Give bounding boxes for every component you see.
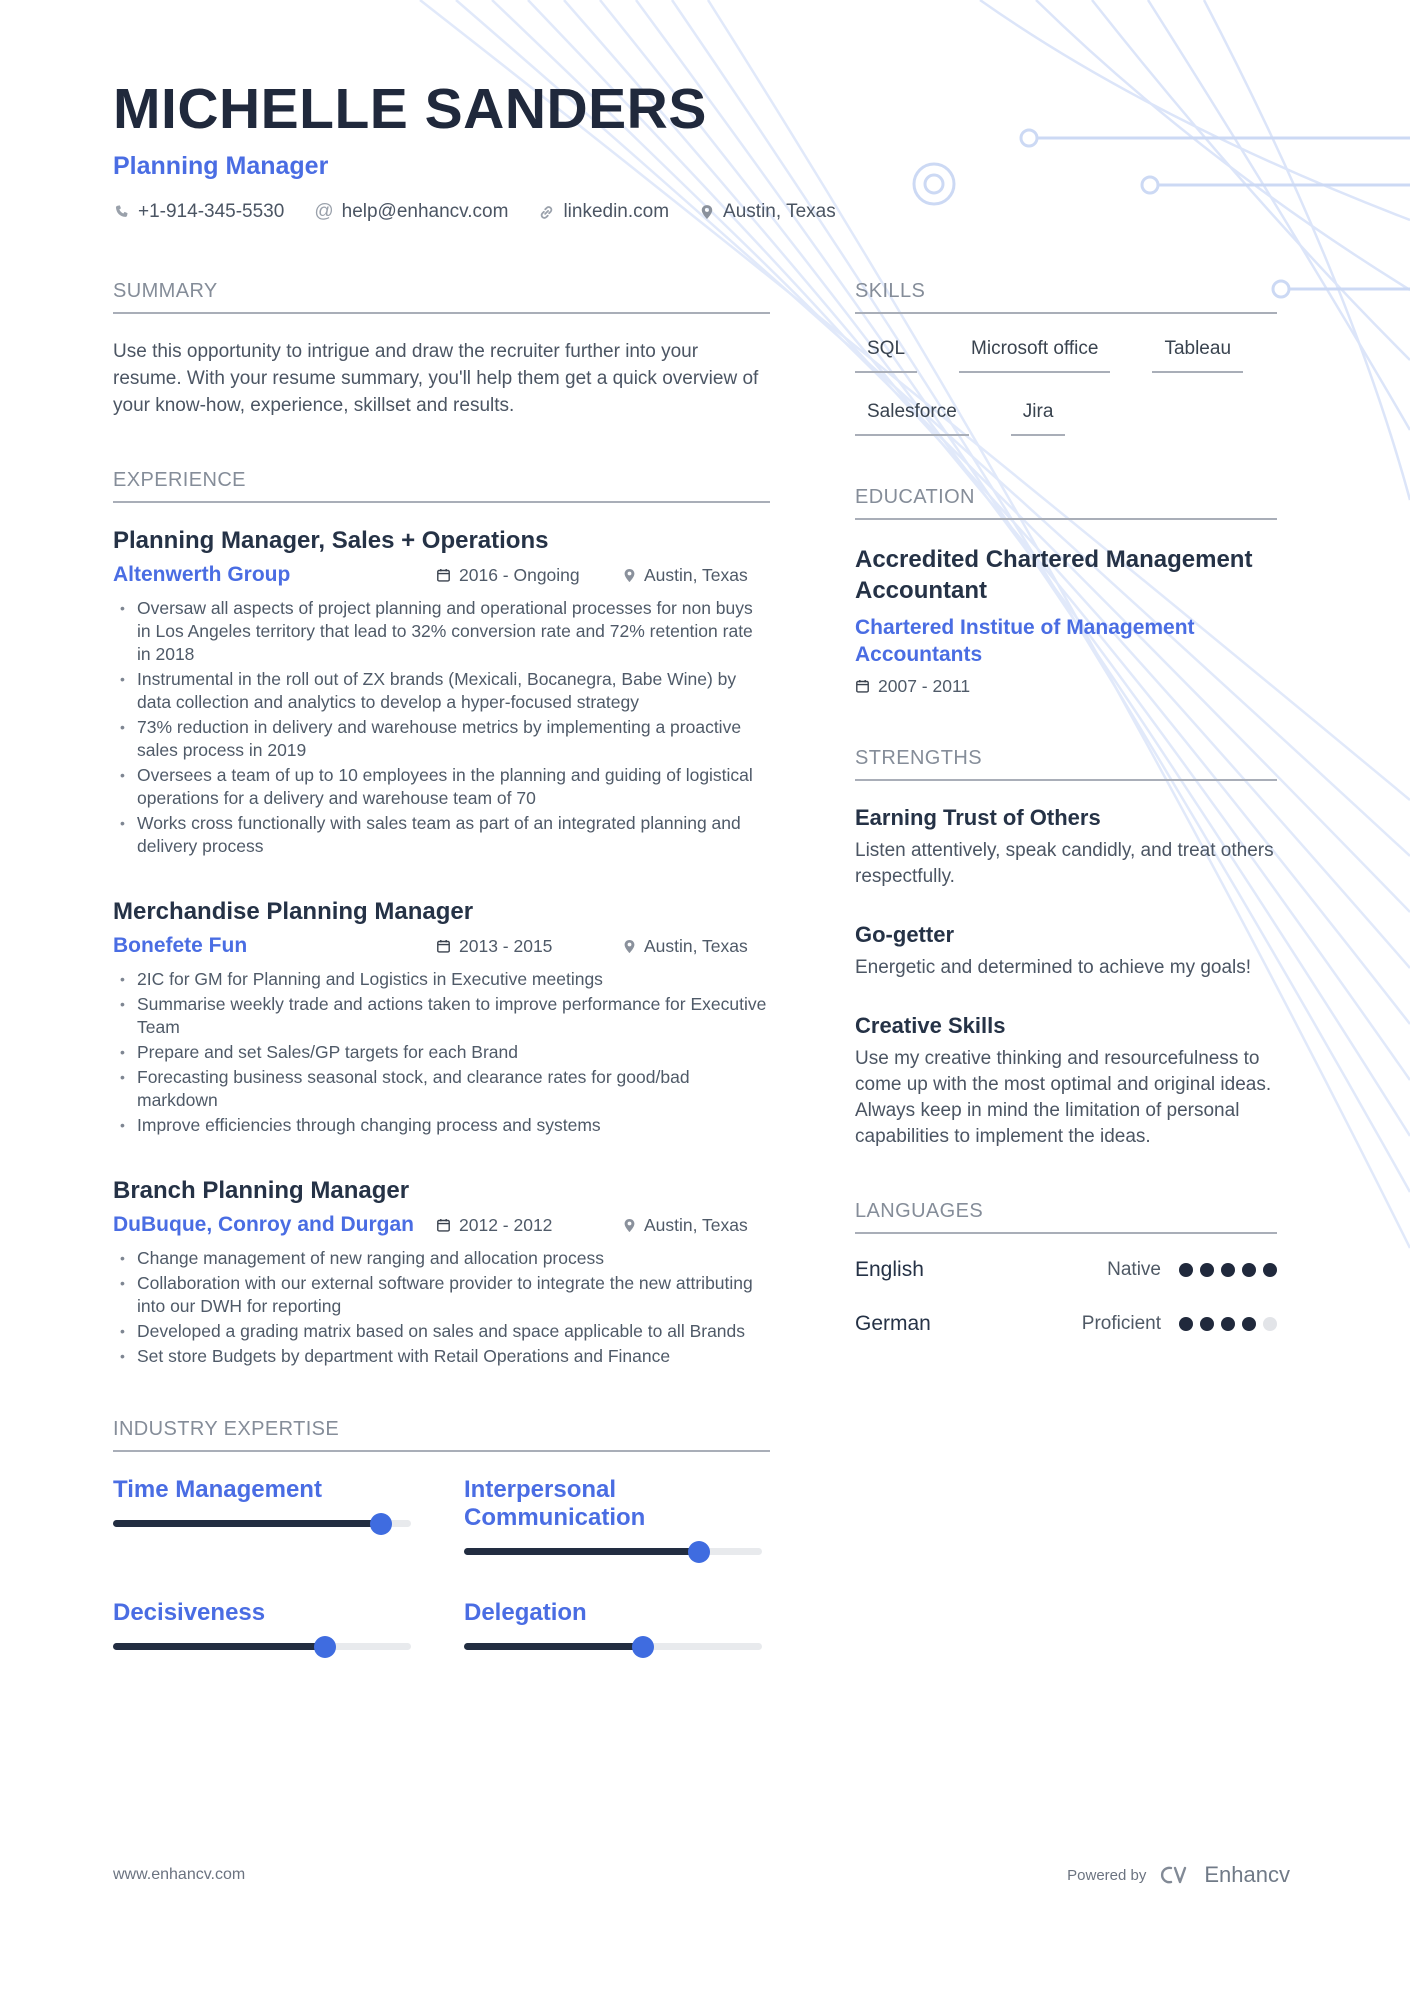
skill-slider-knob[interactable] bbox=[688, 1541, 710, 1563]
linkedin-url[interactable]: linkedin.com bbox=[563, 201, 670, 222]
calendar-icon bbox=[436, 939, 451, 954]
person-name: MICHELLE SANDERS bbox=[113, 77, 707, 141]
job-location: Austin, Texas bbox=[622, 1215, 770, 1236]
strength-item bbox=[855, 922, 1277, 981]
skill-slider-fill bbox=[113, 1643, 325, 1650]
job-bullet: • Instrumental in the roll out of ZX brands (Mexicali, Bocanegra, Babe Wine) by data collection and analytics to develop a hyper-focused strategy bbox=[113, 668, 770, 714]
school-name: Chartered Institue of Management Accountants bbox=[855, 616, 1195, 666]
skills-heading: SKILLS bbox=[855, 280, 1277, 314]
company-name: Bonefete Fun bbox=[113, 934, 248, 957]
skill-slider bbox=[464, 1476, 762, 1555]
language-name: English bbox=[855, 1258, 924, 1281]
language-row bbox=[855, 1258, 1277, 1282]
strength-title: Earning Trust of Others bbox=[855, 805, 1101, 830]
language-level-label: Proficient bbox=[1081, 1313, 1161, 1334]
skill-slider-label: Delegation bbox=[464, 1599, 587, 1626]
location-pin-icon bbox=[622, 568, 637, 583]
skill-slider bbox=[113, 1599, 411, 1650]
at-icon: @ bbox=[314, 201, 334, 222]
skill-slider-fill bbox=[113, 1520, 381, 1527]
calendar-icon bbox=[436, 568, 451, 583]
job-dates: 2012 - 2012 bbox=[436, 1215, 622, 1236]
summary-heading: SUMMARY bbox=[113, 280, 770, 314]
experience-job bbox=[113, 527, 770, 858]
skill-slider-knob[interactable] bbox=[632, 1636, 654, 1658]
skill-slider-fill bbox=[464, 1548, 699, 1555]
location-text: Austin, Texas bbox=[723, 201, 836, 222]
skill-slider-label: Decisiveness bbox=[113, 1599, 266, 1626]
strength-title: Creative Skills bbox=[855, 1013, 1006, 1038]
job-meta bbox=[113, 563, 770, 587]
skill-pill-list bbox=[855, 338, 1277, 436]
brand-name[interactable]: Enhancv bbox=[1204, 1862, 1290, 1887]
company-name: Altenwerth Group bbox=[113, 563, 291, 586]
language-level-label: Native bbox=[1107, 1259, 1161, 1280]
phone-item bbox=[113, 201, 284, 223]
strength-list bbox=[855, 805, 1277, 1150]
website-link[interactable]: www.enhancv.com bbox=[113, 1866, 246, 1883]
language-row bbox=[855, 1312, 1277, 1336]
right-column bbox=[855, 280, 1277, 1366]
skill-slider-fill bbox=[464, 1643, 643, 1650]
job-bullet: • Forecasting business seasonal stock, and clearance rates for good/bad markdown bbox=[113, 1066, 770, 1112]
industry-expertise-section bbox=[113, 1418, 770, 1650]
job-bullet-list bbox=[113, 968, 770, 1137]
skill-pill: Tableau bbox=[1152, 338, 1243, 373]
location-pin-icon bbox=[622, 939, 637, 954]
email-item[interactable] bbox=[314, 201, 508, 223]
location-pin-icon bbox=[699, 204, 715, 220]
language-list bbox=[855, 1258, 1277, 1336]
skill-slider-knob[interactable] bbox=[370, 1513, 392, 1535]
resume-header bbox=[113, 76, 1293, 223]
strengths-section bbox=[855, 747, 1277, 1150]
skills-section bbox=[855, 280, 1277, 436]
job-bullet: • Works cross functionally with sales team as part of an integrated planning and delivery process bbox=[113, 812, 770, 858]
phone-number: +1-914-345-5530 bbox=[138, 201, 285, 222]
experience-job bbox=[113, 898, 770, 1137]
degree-title: Accredited Chartered Management Accountant bbox=[855, 546, 1253, 604]
strength-item bbox=[855, 1013, 1277, 1150]
skill-slider bbox=[464, 1599, 762, 1650]
experience-heading: EXPERIENCE bbox=[113, 469, 770, 503]
strength-text: Listen attentively, speak candidly, and treat others respectfully. bbox=[855, 840, 1274, 887]
job-bullet-list bbox=[113, 597, 770, 858]
skill-slider-track[interactable] bbox=[464, 1643, 762, 1650]
job-bullet: • Developed a grading matrix based on sales and space applicable to all Brands bbox=[113, 1320, 770, 1343]
strength-title: Go-getter bbox=[855, 922, 954, 947]
job-title: Branch Planning Manager bbox=[113, 1177, 410, 1204]
job-title: Planning Manager, Sales + Operations bbox=[113, 527, 549, 554]
strengths-heading: STRENGTHS bbox=[855, 747, 1277, 781]
languages-heading: LANGUAGES bbox=[855, 1200, 1277, 1234]
location-item bbox=[699, 201, 836, 223]
job-bullet: • Oversaw all aspects of project planning and operational processes for non buys in Los Angeles territory that lead to 32% conversion rate and 72% retention rate in 2018 bbox=[113, 597, 770, 666]
job-title: Merchandise Planning Manager bbox=[113, 898, 474, 925]
experience-section bbox=[113, 469, 770, 1368]
company-name: DuBuque, Conroy and Durgan bbox=[113, 1213, 414, 1236]
phone-icon bbox=[113, 204, 130, 221]
experience-job bbox=[113, 1177, 770, 1368]
strength-text: Energetic and determined to achieve my goals! bbox=[855, 957, 1252, 978]
link-icon bbox=[538, 204, 555, 221]
enhancv-logo-icon bbox=[1158, 1863, 1192, 1887]
calendar-icon bbox=[436, 1218, 451, 1233]
skill-slider-label: Interpersonal Communication bbox=[464, 1476, 646, 1531]
email-address[interactable]: help@enhancv.com bbox=[341, 201, 509, 222]
page-footer bbox=[113, 1862, 1290, 1888]
skill-slider-track[interactable] bbox=[113, 1643, 411, 1650]
skill-pill: Jira bbox=[1011, 401, 1066, 436]
skill-slider-track[interactable] bbox=[113, 1520, 411, 1527]
powered-by-label: Powered by bbox=[1067, 1866, 1147, 1884]
skill-pill: Salesforce bbox=[855, 401, 969, 436]
industry-expertise-heading: INDUSTRY EXPERTISE bbox=[113, 1418, 770, 1452]
job-meta bbox=[113, 934, 770, 958]
job-bullet: • 73% reduction in delivery and warehouse metrics by implementing a proactive sales process in 2019 bbox=[113, 716, 770, 762]
skill-pill: SQL bbox=[855, 338, 917, 373]
calendar-icon bbox=[855, 679, 870, 694]
job-bullet: • Summarise weekly trade and actions taken to improve performance for Executive Team bbox=[113, 993, 770, 1039]
job-bullet: • Set store Budgets by department with Retail Operations and Finance bbox=[113, 1345, 770, 1368]
strength-text: Use my creative thinking and resourcefulness to come up with the most optimal and original ideas. Always keep in mind the limitation of personal capabilities to implement the ideas. bbox=[855, 1048, 1272, 1147]
job-bullet-list bbox=[113, 1247, 770, 1368]
contact-row bbox=[113, 201, 1293, 223]
job-dates: 2016 - Ongoing bbox=[436, 565, 622, 586]
left-column bbox=[113, 280, 770, 1650]
job-headline: Planning Manager bbox=[113, 152, 329, 180]
skill-slider-grid bbox=[113, 1476, 770, 1650]
location-pin-icon bbox=[622, 1218, 637, 1233]
education-dates: 2007 - 2011 bbox=[855, 676, 1277, 697]
job-bullet: • Improve efficiencies through changing process and systems bbox=[113, 1114, 770, 1137]
languages-section bbox=[855, 1200, 1277, 1336]
summary-section bbox=[113, 280, 770, 419]
education-section bbox=[855, 486, 1277, 697]
job-bullet: • Prepare and set Sales/GP targets for each Brand bbox=[113, 1041, 770, 1064]
job-location: Austin, Texas bbox=[622, 936, 770, 957]
language-name: German bbox=[855, 1312, 931, 1335]
skill-pill: Microsoft office bbox=[959, 338, 1110, 373]
job-meta bbox=[113, 1213, 770, 1237]
language-level-dots bbox=[1179, 1263, 1277, 1277]
summary-text: Use this opportunity to intrigue and draw the recruiter further into your resume. With your resume summary, you'll help them get a quick overview of your know-how, experience, skillset and results. bbox=[113, 341, 759, 416]
skill-slider-knob[interactable] bbox=[314, 1636, 336, 1658]
job-bullet: • Change management of new ranging and allocation process bbox=[113, 1247, 770, 1270]
strength-item bbox=[855, 805, 1277, 890]
skill-slider-track[interactable] bbox=[464, 1548, 762, 1555]
language-level-dots bbox=[1179, 1317, 1277, 1331]
job-dates: 2013 - 2015 bbox=[436, 936, 622, 957]
skill-slider-label: Time Management bbox=[113, 1476, 322, 1503]
powered-by[interactable] bbox=[1067, 1862, 1290, 1888]
job-bullet: • 2IC for GM for Planning and Logistics in Executive meetings bbox=[113, 968, 770, 991]
job-bullet: • Collaboration with our external software provider to integrate the new attributing into our DWH for reporting bbox=[113, 1272, 770, 1318]
linkedin-item[interactable] bbox=[538, 201, 669, 223]
job-bullet: • Oversees a team of up to 10 employees in the planning and guiding of logistical operations for a delivery and warehouse team of 70 bbox=[113, 764, 770, 810]
education-heading: EDUCATION bbox=[855, 486, 1277, 520]
skill-slider bbox=[113, 1476, 411, 1555]
job-location: Austin, Texas bbox=[622, 565, 770, 586]
